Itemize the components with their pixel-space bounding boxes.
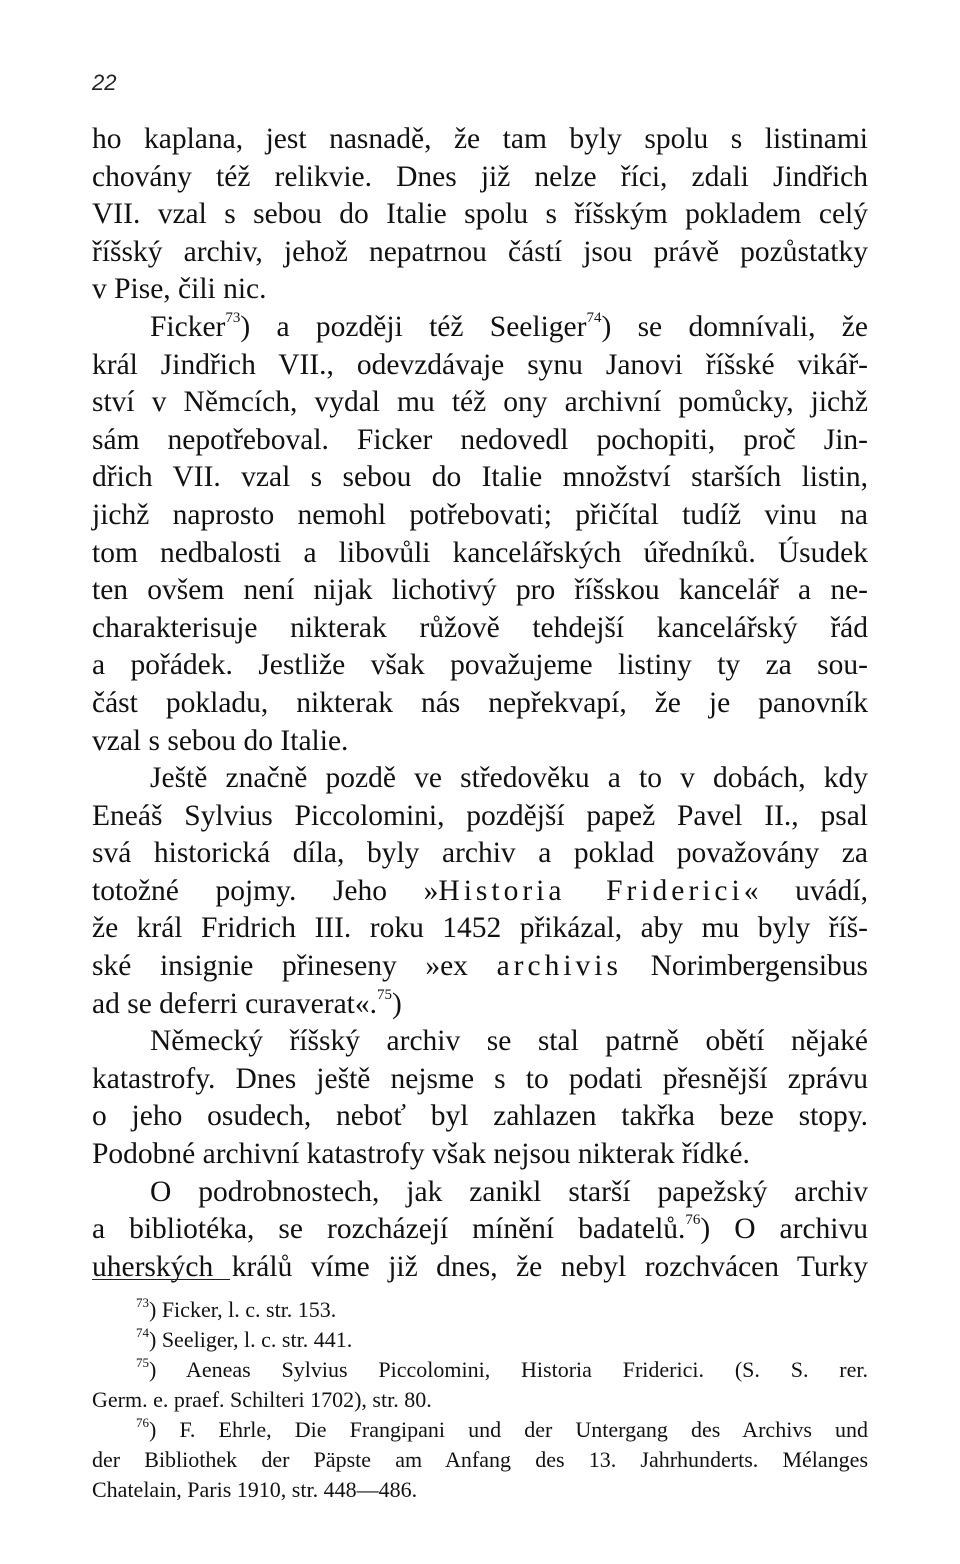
footnote — [92, 1355, 868, 1385]
text-run: ad se deferri curaverat«. — [92, 987, 377, 1020]
footnotes — [92, 1295, 868, 1505]
text-run: ) — [392, 987, 402, 1020]
footnote-text: ) Ficker, l. c. str. 153. — [149, 1297, 337, 1322]
text-line: ten ovšem není nijak lichotivý pro říšskou kancelář a ne- — [92, 574, 868, 607]
text-line: král Jindřich VII., odevzdávaje synu Janovi říšské vikář- — [92, 348, 868, 381]
text-line: dřich VII. vzal s sebou do Italie množství starších listin, — [92, 461, 868, 494]
text-line: říšský archiv, jehož nepatrnou částí jsou právě pozůstatky — [92, 235, 868, 268]
footnote-divider — [92, 1279, 230, 1280]
text-line: Podobné archivní katastrofy však nejsou nikterak řídké. — [92, 1138, 750, 1171]
footnote-ref: 75 — [377, 986, 392, 1003]
text-run: ) a později též Seeliger — [240, 310, 587, 343]
footnote-continuation: der Bibliothek der Päpste am Anfang des 13. Jahrhunderts. Mélanges — [92, 1447, 868, 1472]
text-line: tom nedbalosti a libovůli kancelářských úředníků. Úsudek — [92, 536, 868, 569]
text-line: o jeho osudech, neboť byl zahlazen takřka beze stopy. — [92, 1100, 868, 1133]
footnote-number: 75 — [136, 1354, 149, 1370]
spaced-word: archivis — [496, 950, 622, 983]
footnote-continuation: Chatelain, Paris 1910, str. 448—486. — [92, 1477, 418, 1502]
text-line: chovány též relikvie. Dnes již nelze říci, zdali Jindřich — [92, 160, 868, 193]
footnote-ref: 74 — [586, 310, 602, 327]
text-line: a pořádek. Jestliže však považujeme listiny ty za sou- — [92, 649, 868, 682]
text-run: « uvádí, — [743, 874, 868, 907]
text-run: ) O archivu — [700, 1213, 868, 1246]
text-line — [92, 309, 868, 347]
text-line: ství v Němcích, vydal mu též ony archivní pomůcky, jichž — [92, 386, 868, 419]
footnote-continuation: Germ. e. praef. Schilteri 1702), str. 80. — [92, 1387, 432, 1412]
footnote-number: 73 — [136, 1294, 149, 1310]
footnote-text: ) Seeliger, l. c. str. 441. — [149, 1327, 353, 1352]
footnote — [92, 1415, 868, 1445]
footnote — [92, 1325, 868, 1355]
text-run: a bibliotéka, se rozcházejí mínění badatelů. — [92, 1213, 686, 1246]
text-line: že král Fridrich III. roku 1452 přikázal, aby mu byly říš- — [92, 912, 868, 945]
page-number: 22 — [92, 70, 117, 95]
text-line — [92, 986, 868, 1024]
text-line: Ještě značně pozdě ve středověku a to v dobách, kdy — [150, 762, 868, 795]
text-line: VII. vzal s sebou do Italie spolu s říšským pokladem celý — [92, 198, 868, 231]
text-line — [92, 1211, 868, 1249]
footnote-number: 74 — [136, 1324, 149, 1340]
text-line: katastrofy. Dnes ještě nejsme s to podati přesnější zprávu — [92, 1062, 868, 1095]
text-line: O podrobnostech, jak zanikl starší papežský archiv — [150, 1175, 868, 1208]
footnote — [92, 1295, 868, 1325]
text-line: sám nepotřeboval. Ficker nedovedl pochopiti, proč Jin- — [92, 423, 868, 456]
text-line: ho kaplana, jest nasnadě, že tam byly spolu s listinami — [92, 123, 868, 155]
text-line — [92, 873, 868, 911]
text-line: charakterisuje nikterak růžově tehdejší kancelářský řád — [92, 611, 868, 644]
footnote-ref: 76 — [685, 1212, 701, 1229]
text-run: totožné pojmy. Jeho » — [92, 874, 439, 907]
body-text — [92, 121, 868, 1286]
text-line: Německý říšský archiv se stal patrně obětí nějaké — [150, 1025, 868, 1058]
text-run: ské insignie přineseny »ex — [92, 950, 497, 983]
spaced-title: Historia Friderici — [438, 874, 744, 907]
footnote-text: ) F. Ehrle, Die Frangipani und der Untergang des Archivs und — [149, 1417, 868, 1442]
text-line: svá historická díla, byly archiv a poklad považovány za — [92, 837, 868, 870]
text-line — [92, 948, 868, 986]
text-run: ) se domnívali, že — [601, 310, 868, 343]
text-line: uherských králů víme již dnes, že nebyl rozchvácen Turky — [92, 1250, 868, 1283]
text-run: Norimbergensibus — [621, 950, 868, 983]
text-line: Eneáš Sylvius Piccolomini, pozdější papež Pavel II., psal — [92, 799, 868, 832]
text-line: část pokladu, nikterak nás nepřekvapí, že je panovník — [92, 686, 868, 719]
footnote-text: ) Aeneas Sylvius Piccolomini, Historia Friderici. (S. S. rer. — [149, 1357, 868, 1382]
text-line: jichž naprosto nemohl potřebovati; přičítal tudíž vinu na — [92, 498, 868, 531]
text-line: v Pise, čili nic. — [92, 273, 267, 306]
text-run: Ficker — [150, 310, 226, 343]
text-line: vzal s sebou do Italie. — [92, 724, 349, 757]
footnote-number: 76 — [136, 1414, 149, 1430]
footnote-ref: 73 — [225, 310, 241, 327]
